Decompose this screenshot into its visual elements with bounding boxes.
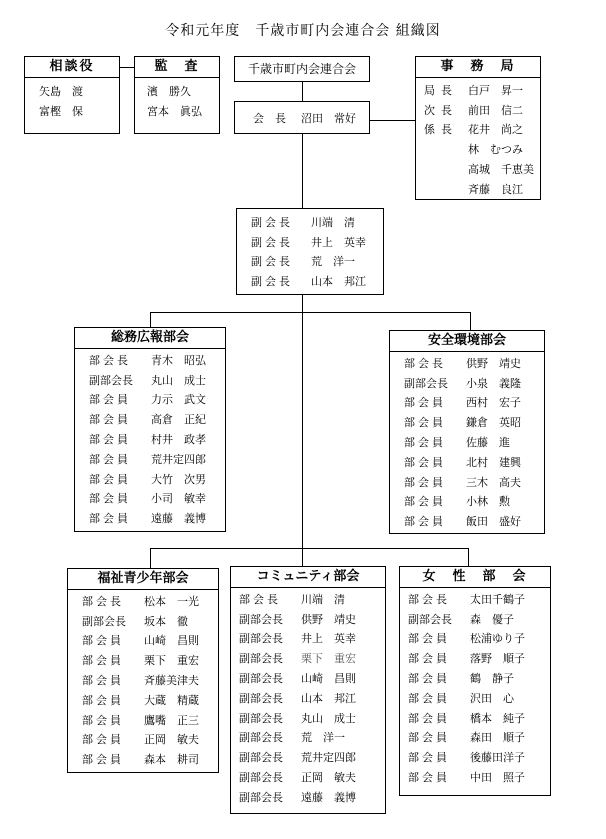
member-row — [408, 708, 550, 728]
auditor-row — [147, 101, 219, 121]
member-role: 部会員 — [82, 634, 124, 648]
member-row — [404, 472, 544, 492]
member-role: 副部会長 — [239, 790, 283, 804]
member-row — [89, 449, 225, 469]
secretariat-box — [415, 56, 541, 200]
connector-mid-right-drop — [470, 312, 471, 330]
member-row — [424, 100, 540, 120]
member-row — [424, 159, 540, 179]
member-role: 部会員 — [408, 632, 450, 646]
advisor-name: 富樫 保 — [39, 104, 83, 118]
member-role: 部会員 — [89, 472, 131, 486]
auditor-name: 濱 勝久 — [147, 84, 191, 98]
member-role: 副会長 — [251, 275, 293, 289]
member-name: 落野 順子 — [470, 652, 525, 666]
member-role: 副部会長 — [239, 711, 283, 725]
advisor-row — [39, 81, 119, 101]
member-name: 川端 清 — [301, 592, 345, 606]
member-role: 部会員 — [82, 674, 124, 688]
safety-header: 安全環境部会 — [390, 331, 544, 352]
member-role: 部会員 — [404, 475, 446, 489]
advisors-box — [24, 56, 120, 134]
member-row — [404, 452, 544, 472]
member-row — [408, 589, 550, 609]
auditors-box — [134, 56, 220, 134]
member-row — [424, 139, 540, 159]
member-role: 部会員 — [89, 492, 131, 506]
member-name: 斉藤美津夫 — [144, 674, 199, 688]
member-name: 三木 高夫 — [466, 475, 521, 489]
connector-org-trunk — [302, 82, 303, 101]
connector-bottom-center-drop — [302, 548, 303, 566]
welfare-box — [67, 568, 219, 773]
member-row — [408, 629, 550, 649]
member-role: 部会員 — [89, 413, 131, 427]
member-role: 副部会長 — [239, 691, 283, 705]
member-role: 副部会長 — [239, 632, 283, 646]
member-name: 高倉 正紀 — [151, 413, 206, 427]
president-role: 会 長 — [253, 111, 286, 125]
secretariat-header: 事 務 局 — [416, 57, 540, 78]
member-role: 副会長 — [251, 255, 293, 269]
member-name: 小林 勲 — [466, 495, 510, 509]
community-header: コミュニティ部会 — [231, 567, 385, 588]
member-name: 荒井定四郎 — [151, 452, 206, 466]
member-name: 大竹 次男 — [151, 472, 206, 486]
member-role: 部会長 — [408, 592, 450, 606]
auditor-name: 宮本 眞弘 — [147, 104, 202, 118]
member-row — [251, 232, 383, 252]
org-name-box — [234, 56, 370, 82]
member-row — [404, 432, 544, 452]
member-row — [89, 469, 225, 489]
member-role: 副部会長 — [239, 751, 283, 765]
member-name: 鷹嘴 正三 — [144, 713, 199, 727]
member-role: 部会員 — [408, 731, 450, 745]
member-name: 後藤田洋子 — [470, 751, 525, 765]
women-header: 女 性 部 会 — [400, 567, 550, 588]
member-row — [408, 609, 550, 629]
member-name: 白戸 昇一 — [468, 83, 523, 97]
connector-mid-branch — [150, 312, 470, 313]
member-row — [239, 609, 385, 629]
member-name: 山崎 昌則 — [144, 634, 199, 648]
member-role: 部会員 — [408, 771, 450, 785]
member-name: 正岡 敏夫 — [301, 771, 356, 785]
member-name: 井上 英幸 — [301, 632, 356, 646]
community-box — [230, 566, 386, 814]
member-row — [82, 611, 218, 631]
member-name: 高城 千恵美 — [468, 163, 534, 177]
member-role: 部会員 — [82, 654, 124, 668]
member-row — [408, 688, 550, 708]
member-role: 部会員 — [404, 436, 446, 450]
member-name: 正岡 敏夫 — [144, 733, 199, 747]
member-row — [239, 767, 385, 787]
member-role: 部会員 — [82, 753, 124, 767]
member-name: 青木 昭弘 — [151, 353, 206, 367]
member-row — [251, 271, 383, 291]
member-name: 坂本 徹 — [144, 614, 188, 628]
member-name: 松浦ゆり子 — [470, 632, 525, 646]
member-role: 部会員 — [408, 711, 450, 725]
auditor-row — [147, 81, 219, 101]
women-box — [399, 566, 551, 796]
member-row — [424, 120, 540, 140]
member-role: 次長 — [424, 103, 458, 117]
member-role: 部会長 — [404, 356, 446, 370]
connector-bottom-left-drop — [150, 548, 151, 568]
member-row — [404, 511, 544, 531]
member-name: 供野 靖史 — [301, 612, 356, 626]
member-row — [239, 668, 385, 688]
member-row — [424, 80, 540, 100]
connector-mid-left-drop — [150, 312, 151, 327]
member-row — [239, 708, 385, 728]
member-row — [239, 629, 385, 649]
member-role: 部会員 — [89, 512, 131, 526]
member-role: 部会員 — [404, 416, 446, 430]
president-name: 沼田 常好 — [301, 111, 356, 125]
member-name: 井上 英幸 — [311, 235, 366, 249]
member-row — [89, 370, 225, 390]
member-row — [82, 690, 218, 710]
member-row — [89, 429, 225, 449]
member-row — [89, 409, 225, 429]
member-name: 丸山 成士 — [301, 711, 356, 725]
member-row — [408, 747, 550, 767]
member-row — [404, 393, 544, 413]
member-name: 鎌倉 英昭 — [466, 416, 521, 430]
member-name: 山本 邦江 — [311, 275, 366, 289]
member-name: 橋本 純子 — [470, 711, 525, 725]
member-role: 部会員 — [408, 751, 450, 765]
member-row — [239, 589, 385, 609]
member-name: 松本 一光 — [144, 594, 199, 608]
vice-presidents-box — [236, 208, 384, 295]
member-name: 川端 清 — [311, 215, 355, 229]
member-row — [408, 767, 550, 787]
member-name: 林 むつみ — [468, 143, 523, 157]
member-row — [89, 508, 225, 528]
member-name: 森 優子 — [470, 612, 514, 626]
page-title: 令和元年度 千歳市町内会連合会 組織図 — [165, 23, 441, 39]
member-role: 係長 — [424, 123, 458, 137]
member-row — [239, 787, 385, 807]
member-name: 太田千鶴子 — [470, 592, 525, 606]
member-name: 大蔵 精蔵 — [144, 693, 199, 707]
welfare-header: 福祉青少年部会 — [68, 569, 218, 590]
member-role: 副部会長 — [82, 614, 126, 628]
member-row — [89, 390, 225, 410]
connector-bottom-branch — [150, 548, 468, 549]
member-name: 村井 政孝 — [151, 433, 206, 447]
member-role: 部会員 — [82, 713, 124, 727]
member-row — [82, 631, 218, 651]
member-role: 副会長 — [251, 215, 293, 229]
auditors-header: 監 査 — [135, 57, 219, 78]
member-role: 部会員 — [404, 396, 446, 410]
member-role: 部会長 — [82, 594, 124, 608]
member-row — [408, 648, 550, 668]
member-role: 部会員 — [89, 452, 131, 466]
org-name: 千歳市町内会連合会 — [247, 62, 356, 76]
member-role: 部会員 — [89, 433, 131, 447]
member-row — [239, 747, 385, 767]
member-role: 副部会長 — [408, 612, 452, 626]
member-name: 小司 敏幸 — [151, 492, 206, 506]
member-name: 飯田 盛好 — [466, 515, 521, 529]
member-name: 小泉 義隆 — [466, 376, 521, 390]
member-name: 森田 順子 — [470, 731, 525, 745]
member-name: 荒 洋一 — [301, 731, 345, 745]
member-row — [89, 350, 225, 370]
member-name: 栗下 重宏 — [144, 654, 199, 668]
member-row — [404, 412, 544, 432]
member-role: 副会長 — [251, 235, 293, 249]
member-row — [404, 373, 544, 393]
safety-box — [389, 330, 545, 534]
member-row — [82, 650, 218, 670]
member-row — [82, 710, 218, 730]
advisor-row — [39, 101, 119, 121]
member-role: 部会員 — [404, 515, 446, 529]
member-name: 鶴 静子 — [470, 672, 514, 686]
member-role: 副部会長 — [404, 376, 448, 390]
member-row — [239, 688, 385, 708]
member-name: 斉藤 良江 — [468, 182, 523, 196]
member-role: 部会員 — [404, 455, 446, 469]
general-affairs-box — [74, 327, 226, 532]
member-role: 副部会長 — [239, 672, 283, 686]
member-name: 力示 武文 — [151, 393, 206, 407]
member-row — [82, 591, 218, 611]
member-role: 副部会長 — [239, 771, 283, 785]
member-name: 供野 靖史 — [466, 356, 521, 370]
member-row — [404, 353, 544, 373]
member-name: 花井 尚之 — [468, 123, 523, 137]
member-row — [251, 212, 383, 232]
member-name: 西村 宏子 — [466, 396, 521, 410]
member-row — [89, 489, 225, 509]
member-role: 部会長 — [89, 353, 131, 367]
connector-advisors-auditors — [120, 67, 134, 68]
member-role: 部会員 — [408, 672, 450, 686]
member-role: 副部会長 — [239, 612, 283, 626]
member-role: 部会員 — [404, 495, 446, 509]
member-name: 遠藤 義博 — [151, 512, 206, 526]
member-row — [408, 668, 550, 688]
connector-bottom-right-drop — [468, 548, 469, 566]
member-role: 部会長 — [239, 592, 281, 606]
member-row — [408, 728, 550, 748]
member-name: 佐藤 進 — [466, 436, 510, 450]
member-name: 北村 建興 — [466, 455, 521, 469]
general-affairs-header: 総務広報部会 — [75, 328, 225, 349]
member-name: 中田 照子 — [470, 771, 525, 785]
member-name: 遠藤 義博 — [301, 790, 356, 804]
member-row — [82, 670, 218, 690]
member-name: 沢田 心 — [470, 691, 514, 705]
member-role: 副部会長 — [89, 373, 133, 387]
member-name: 山本 邦江 — [301, 691, 356, 705]
member-row — [239, 728, 385, 748]
member-name: 丸山 成士 — [151, 373, 206, 387]
member-name: 荒 洋一 — [311, 255, 355, 269]
member-name: 山崎 昌則 — [301, 672, 356, 686]
advisors-header: 相談役 — [25, 57, 119, 78]
member-row — [82, 730, 218, 750]
member-role: 部会員 — [82, 693, 124, 707]
member-role: 部会員 — [82, 733, 124, 747]
member-role: 部会員 — [408, 691, 450, 705]
president-box — [234, 101, 370, 134]
member-row — [239, 648, 385, 668]
member-name: 荒井定四郎 — [301, 751, 356, 765]
member-name: 森本 耕司 — [144, 753, 199, 767]
member-row — [82, 749, 218, 769]
member-row — [424, 179, 540, 199]
member-row — [404, 492, 544, 512]
connector-main-trunk — [302, 134, 303, 548]
member-role: 副部会長 — [239, 731, 283, 745]
member-row — [251, 252, 383, 272]
member-role: 部会員 — [408, 652, 450, 666]
member-name: 栗下 重宏 — [301, 652, 356, 666]
connector-secretariat — [370, 120, 415, 121]
member-role: 部会員 — [89, 393, 131, 407]
member-role: 副部会長 — [239, 652, 283, 666]
member-name: 前田 信二 — [468, 103, 523, 117]
advisor-name: 矢島 渡 — [39, 84, 83, 98]
member-role: 局長 — [424, 83, 458, 97]
